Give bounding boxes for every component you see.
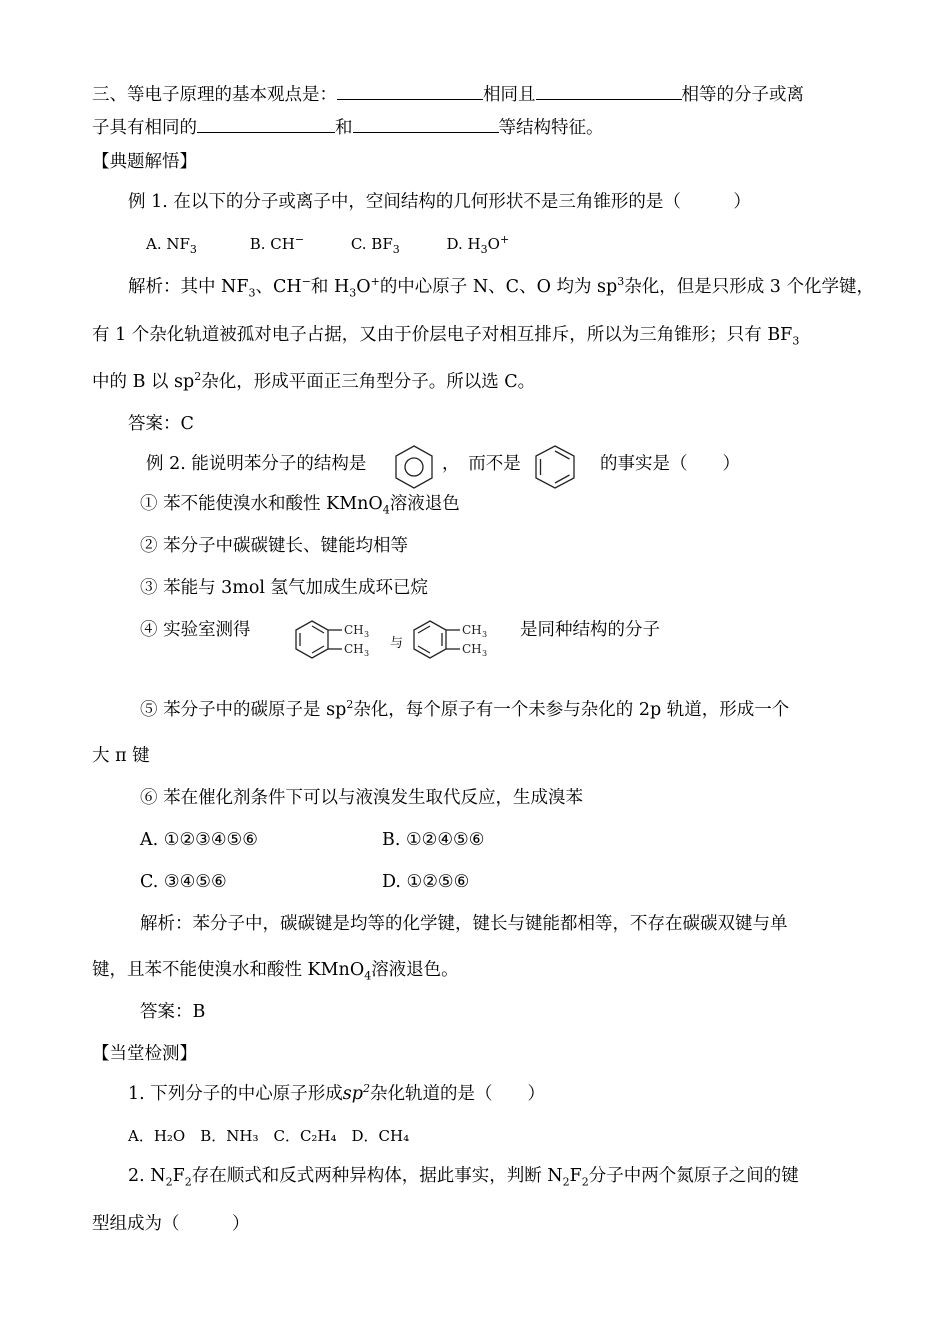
example1-question: 例 1. 在以下的分子或离子中，空间结构的几何形状不是三角锥形的是（ ） [128,192,751,212]
svg-text:3: 3 [364,649,370,658]
svg-text:CH: CH [462,623,482,637]
example2-answer: 答案：B [140,1002,206,1022]
statement-6: ⑥ 苯在催化剂条件下可以与液溴发生取代反应，生成溴苯 [140,788,584,808]
section3-line2 [92,114,604,140]
example1-options [146,232,509,256]
section3-line1 [92,81,804,107]
option-b: B. ①②④⑤⑥ [382,830,485,850]
heading-check: 【当堂检测】 [92,1044,197,1064]
fill-blank[interactable] [536,81,682,100]
example2-question-a: 例 2. 能说明苯分子的结构是 [146,454,367,474]
question1: 1. 下列分子的中心原子形成$sp^2$杂化轨道的是（ ） [128,1082,545,1104]
question2-line2: 型组成为（ ） [92,1214,250,1234]
example1-analysis-line2: 有 1 个杂化轨道被孤对电子占据，又由于价层电子对相互排斥，所以为三角锥形；只有 $BF_3$ [92,325,800,348]
example1-analysis-line1: 解析：其中 $NF_3$、CH−和 $H_3O^+$的中心原子 N、C、O 均为 $sp^3$杂化，但是只形成 3 个化学键， [128,275,874,300]
example2-analysis-line1: 解析：苯分子中，碳碳键是均等的化学键，键长与键能都相等，不存在碳碳双键与单 [140,914,788,934]
example1-analysis-line3: 中的 B 以 $sp^2$杂化，形成平面正三角型分子。所以选 C。 [92,370,536,392]
svg-text:3: 3 [482,630,488,639]
kekule-benzene-icon [532,443,578,491]
option-a: A. ①②③④⑤⑥ [140,830,258,850]
section3-line2a: 子具有相同的 [92,118,197,138]
ortho-xylene-kekule-alt-icon [410,616,500,666]
option-b: B. CH− [249,233,305,253]
option-a: A. $NF_3$ [146,235,197,256]
section3-prefix: 三、等电子原理的基本观点是： [92,85,337,105]
statement-5-cont: 大 π 键 [92,746,150,766]
question2-line1: 2. $N_2F_2$存在顺式和反式两种异构体，据此事实，判断 $N_2F_2$分子中两个氮原子之间的键 [128,1166,799,1189]
svg-text:CH: CH [344,623,364,637]
question1-options: A．H₂O B．NH₃ C．C₂H₄ D．CH₄ [128,1127,410,1145]
svg-text:CH: CH [344,642,364,656]
example2-analysis-line2: 键，且苯不能使溴水和酸性 KMnO$_4$溶液退色。 [92,960,459,983]
option-c: C. ③④⑤⑥ [140,872,227,892]
option-c: C. $BF_3$ [350,235,400,256]
example1-answer: 答案：C [128,414,194,434]
option-d: D. ①②⑤⑥ [382,872,470,892]
svg-text:3: 3 [364,630,370,639]
fill-blank[interactable] [197,114,335,133]
section3-mid2: 相等的分子或离 [681,85,804,105]
heading-examples: 【典题解悟】 [92,152,197,172]
example2-question-c: 的事实是（ ） [600,454,740,474]
section3-mid1: 相同且 [483,85,536,105]
svg-text:3: 3 [482,649,488,658]
fill-blank[interactable] [337,81,483,100]
ortho-xylene-kekule-icon [292,616,382,666]
benzene-ring-circle-icon [392,443,436,491]
svg-text:CH: CH [462,642,482,656]
statement-4a: ④ 实验室测得 [140,620,251,640]
statement-4-yu: 与 [390,636,404,651]
section3-line2b: 和 [335,118,353,138]
statement-4b: 是同种结构的分子 [520,620,660,640]
option-d: D. $H_3O^+$ [446,233,510,256]
statement-2: ② 苯分子中碳碳键长、键能均相等 [140,536,409,556]
statement-3: ③ 苯能与 3mol 氢气加成生成环已烷 [140,578,429,598]
fill-blank[interactable] [353,114,499,133]
section3-line2c: 等结构特征。 [498,118,604,138]
statement-5: ⑤ 苯分子中的碳原子是 $sp^2$杂化，每个原子有一个未参与杂化的 2p 轨道，形成一个 [140,698,790,720]
statement-1: ① 苯不能使溴水和酸性 KMnO$_4$溶液退色 [140,494,460,517]
example2-question-b: ， 而不是 [442,454,521,474]
